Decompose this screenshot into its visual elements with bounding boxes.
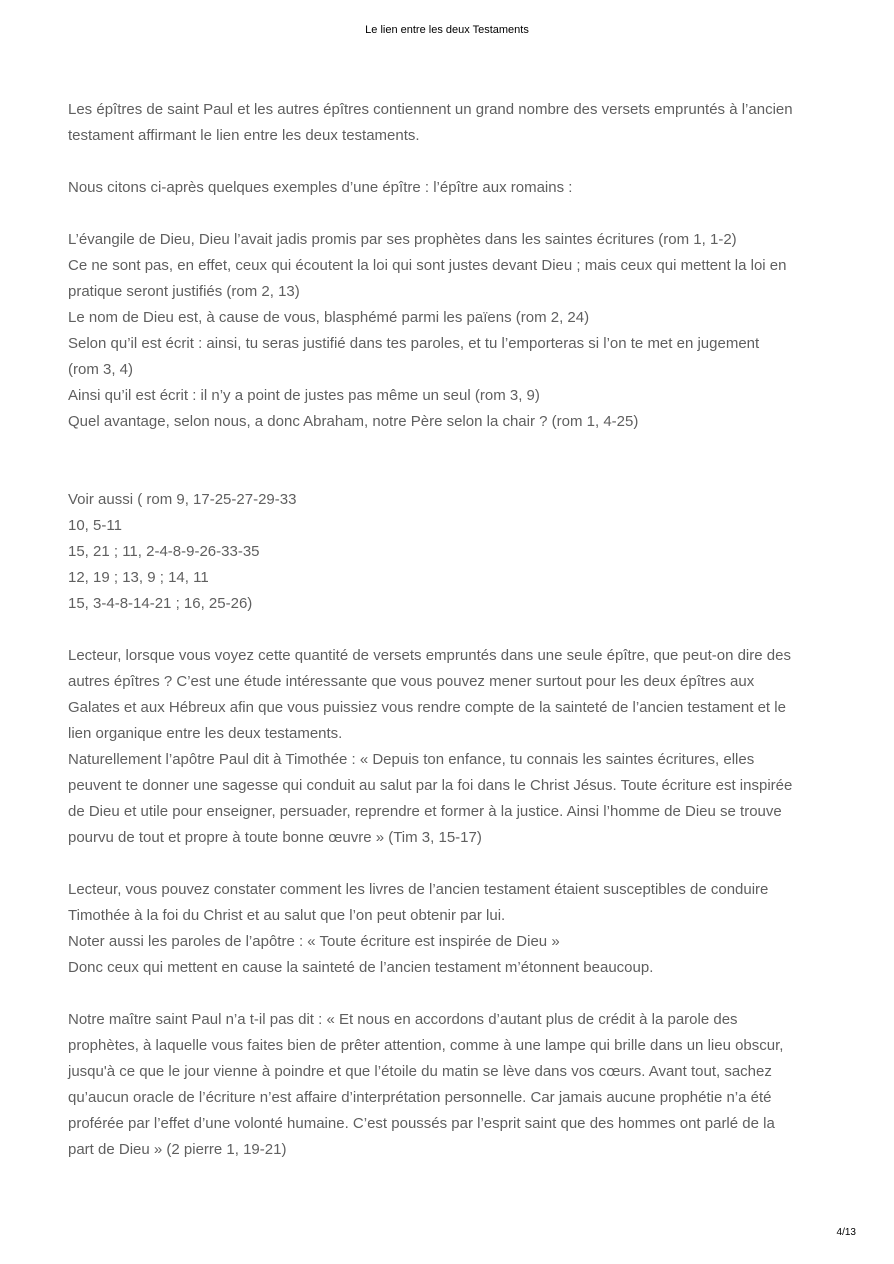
text-line: Lecteur, lorsque vous voyez cette quantité de versets empruntés dans une seule épître, que peut-on dire des xyxy=(68,647,791,664)
text-line: qu’aucun oracle de l’écriture n’est affaire d’interprétation personnelle. Car jamais aucune prophétie n’a été xyxy=(68,1089,772,1106)
text-line: 12, 19 ; 13, 9 ; 14, 11 xyxy=(68,569,209,586)
document-body xyxy=(68,97,836,1163)
text-line: Ainsi qu’il est écrit : il n’y a point de justes pas même un seul (rom 3, 9) xyxy=(68,387,540,404)
text-line: pourvu de tout et propre à toute bonne œuvre » (Tim 3, 15-17) xyxy=(68,829,482,846)
text-line: de Dieu et utile pour enseigner, persuader, reprendre et former à la justice. Ainsi l’homme de Dieu se trouve xyxy=(68,803,782,820)
text-line: Selon qu’il est écrit : ainsi, tu seras justifié dans tes paroles, et tu l’emporteras si l’on te met en jugement xyxy=(68,335,760,352)
paragraph-romans-quotes xyxy=(68,227,836,435)
paragraph-reader-timothy xyxy=(68,643,836,851)
text-line: testament affirmant le lien entre les deux testaments. xyxy=(68,127,420,144)
text-line: Lecteur, vous pouvez constater comment les livres de l’ancien testament étaient susceptibles de conduire xyxy=(68,881,769,898)
text-line: prophètes, à laquelle vous faites bien de prêter attention, comme à une lampe qui brille dans un lieu obscur, xyxy=(68,1037,784,1054)
text-line: (rom 3, 4) xyxy=(68,361,134,378)
text-line: part de Dieu » (2 pierre 1, 19-21) xyxy=(68,1141,287,1158)
text-line: Le nom de Dieu est, à cause de vous, blasphémé parmi les païens (rom 2, 24) xyxy=(68,309,590,326)
text-line: autres épîtres ? C’est une étude intéressante que vous pouvez mener surtout pour les deux épîtres aux xyxy=(68,673,755,690)
text-line: pratique seront justifiés (rom 2, 13) xyxy=(68,283,300,300)
paragraph-reader-holiness xyxy=(68,877,836,981)
paragraph-intro xyxy=(68,97,836,149)
text-line: peuvent te donner une sagesse qui conduit au salut par la foi dans le Christ Jésus. Toute écriture est inspirée xyxy=(68,777,793,794)
text-line: 10, 5-11 xyxy=(68,517,122,534)
text-line: L’évangile de Dieu, Dieu l’avait jadis promis par ses prophètes dans les saintes écritures (rom 1, 1-2) xyxy=(68,231,737,248)
text-line: 15, 3-4-8-14-21 ; 16, 25-26) xyxy=(68,595,253,612)
text-line: Voir aussi ( rom 9, 17-25-27-29-33 xyxy=(68,491,297,508)
paragraph-see-also xyxy=(68,487,836,617)
text-line: Naturellement l’apôtre Paul dit à Timothée : « Depuis ton enfance, tu connais les saintes écritures, elles xyxy=(68,751,755,768)
page-number: 4/13 xyxy=(836,1227,856,1238)
text-line: Noter aussi les paroles de l’apôtre : « Toute écriture est inspirée de Dieu » xyxy=(68,933,560,950)
page-title: Le lien entre les deux Testaments xyxy=(365,24,529,36)
text-line: Nous citons ci-après quelques exemples d’une épître : l’épître aux romains : xyxy=(68,179,573,196)
text-line: Les épîtres de saint Paul et les autres épîtres contiennent un grand nombre des versets empruntés à l’ancien xyxy=(68,101,793,118)
text-line: Notre maître saint Paul n’a t-il pas dit : « Et nous en accordons d’autant plus de crédit à la parole des xyxy=(68,1011,738,1028)
text-line: Timothée à la foi du Christ et au salut que l’on peut obtenir par lui. xyxy=(68,907,506,924)
text-line: Ce ne sont pas, en effet, ceux qui écoutent la loi qui sont justes devant Dieu ; mais ceux qui mettent la loi en xyxy=(68,257,787,274)
text-line: Donc ceux qui mettent en cause la sainteté de l’ancien testament m’étonnent beaucoup. xyxy=(68,959,654,976)
text-line: lien organique entre les deux testaments. xyxy=(68,725,343,742)
text-line: 15, 21 ; 11, 2-4-8-9-26-33-35 xyxy=(68,543,260,560)
text-line: proférée par l’effet d’une volonté humaine. C’est poussés par l’esprit saint que des hommes ont parlé de la xyxy=(68,1115,775,1132)
paragraph-peter-quote xyxy=(68,1007,836,1163)
text-line: Galates et aux Hébreux afin que vous puissiez vous rendre compte de la sainteté de l’ancien testament et le xyxy=(68,699,786,716)
text-line: jusqu'à ce que le jour vienne à poindre et que l’étoile du matin se lève dans vos cœurs. Avant tout, sachez xyxy=(68,1063,772,1080)
text-line: Quel avantage, selon nous, a donc Abraham, notre Père selon la chair ? (rom 1, 4-25) xyxy=(68,413,639,430)
paragraph-examples-intro xyxy=(68,175,836,201)
